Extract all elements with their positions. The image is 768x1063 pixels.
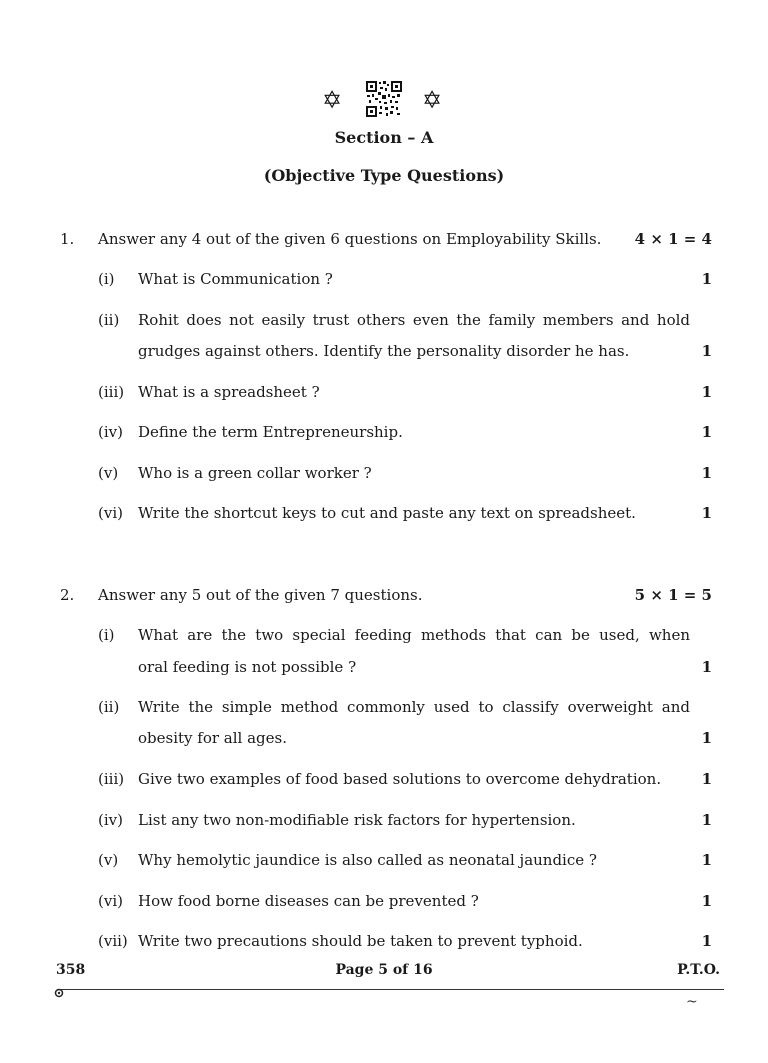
question-text: Answer any 5 out of the given 7 questions. xyxy=(98,586,423,604)
part-text: Write two precautions should be taken to prevent typhoid. xyxy=(138,932,583,950)
part-marks: 1 xyxy=(701,504,712,522)
part-marks: 1 xyxy=(701,892,712,910)
footer-ornament-icon xyxy=(54,983,64,993)
page-number: Page 5 of 16 xyxy=(335,962,433,978)
part-text: List any two non-modifiable risk factors for hypertension. xyxy=(138,811,576,829)
part-marks: 1 xyxy=(701,342,712,360)
pto-label: P.T.O. xyxy=(677,962,720,978)
part-marks: 1 xyxy=(701,729,712,747)
qr-code-icon xyxy=(365,80,403,122)
part-text: Give two examples of food based solutions to overcome dehydration. xyxy=(138,770,662,788)
question-marks: 4 × 1 = 4 xyxy=(634,230,712,248)
part-text-line-2: obesity for all ages. xyxy=(138,729,287,747)
part-text-line-1: Rohit does not easily trust others even the family members and hold xyxy=(138,311,690,329)
part-numeral: (vii) xyxy=(98,932,128,950)
part-numeral: (ii) xyxy=(98,311,120,329)
corner-mark: ~ xyxy=(686,994,698,1010)
part-marks: 1 xyxy=(701,770,712,788)
question-number: 2. xyxy=(60,586,75,604)
part-marks: 1 xyxy=(701,811,712,829)
part-text: Why hemolytic jaundice is also called as neonatal jaundice ? xyxy=(138,851,597,869)
part-numeral: (i) xyxy=(98,270,115,288)
part-numeral: (iv) xyxy=(98,423,123,441)
part-text-line-1: What are the two special feeding methods that can be used, when xyxy=(138,626,690,644)
star-of-david-right-icon: ✡ xyxy=(422,86,443,114)
part-marks: 1 xyxy=(701,851,712,869)
part-numeral: (ii) xyxy=(98,698,120,716)
question-marks: 5 × 1 = 5 xyxy=(634,586,712,604)
part-numeral: (v) xyxy=(98,464,119,482)
section-subtitle: (Objective Type Questions) xyxy=(263,166,505,185)
part-marks: 1 xyxy=(701,658,712,676)
paper-code: 358 xyxy=(56,962,86,978)
part-numeral: (iii) xyxy=(98,770,125,788)
part-numeral: (vi) xyxy=(98,504,123,522)
part-text-line-2: oral feeding is not possible ? xyxy=(138,658,357,676)
part-numeral: (i) xyxy=(98,626,115,644)
part-marks: 1 xyxy=(701,932,712,950)
footer-rule xyxy=(60,989,724,990)
section-title: Section – A xyxy=(334,128,434,147)
part-text: How food borne diseases can be prevented ? xyxy=(138,892,479,910)
part-marks: 1 xyxy=(701,423,712,441)
part-text: Write the shortcut keys to cut and paste any text on spreadsheet. xyxy=(138,504,636,522)
part-text-line-2: grudges against others. Identify the personality disorder he has. xyxy=(138,342,630,360)
part-marks: 1 xyxy=(701,270,712,288)
part-text-line-1: Write the simple method commonly used to classify overweight and xyxy=(138,698,690,716)
star-of-david-left-icon: ✡ xyxy=(322,86,343,114)
part-marks: 1 xyxy=(701,464,712,482)
part-numeral: (vi) xyxy=(98,892,123,910)
part-numeral: (iv) xyxy=(98,811,123,829)
part-text: Who is a green collar worker ? xyxy=(138,464,372,482)
question-number: 1. xyxy=(60,230,75,248)
question-text: Answer any 4 out of the given 6 questions on Employability Skills. xyxy=(98,230,602,248)
part-numeral: (iii) xyxy=(98,383,125,401)
part-text: What is a spreadsheet ? xyxy=(138,383,320,401)
part-marks: 1 xyxy=(701,383,712,401)
part-text: Define the term Entrepreneurship. xyxy=(138,423,403,441)
part-text: What is Communication ? xyxy=(138,270,333,288)
part-numeral: (v) xyxy=(98,851,119,869)
